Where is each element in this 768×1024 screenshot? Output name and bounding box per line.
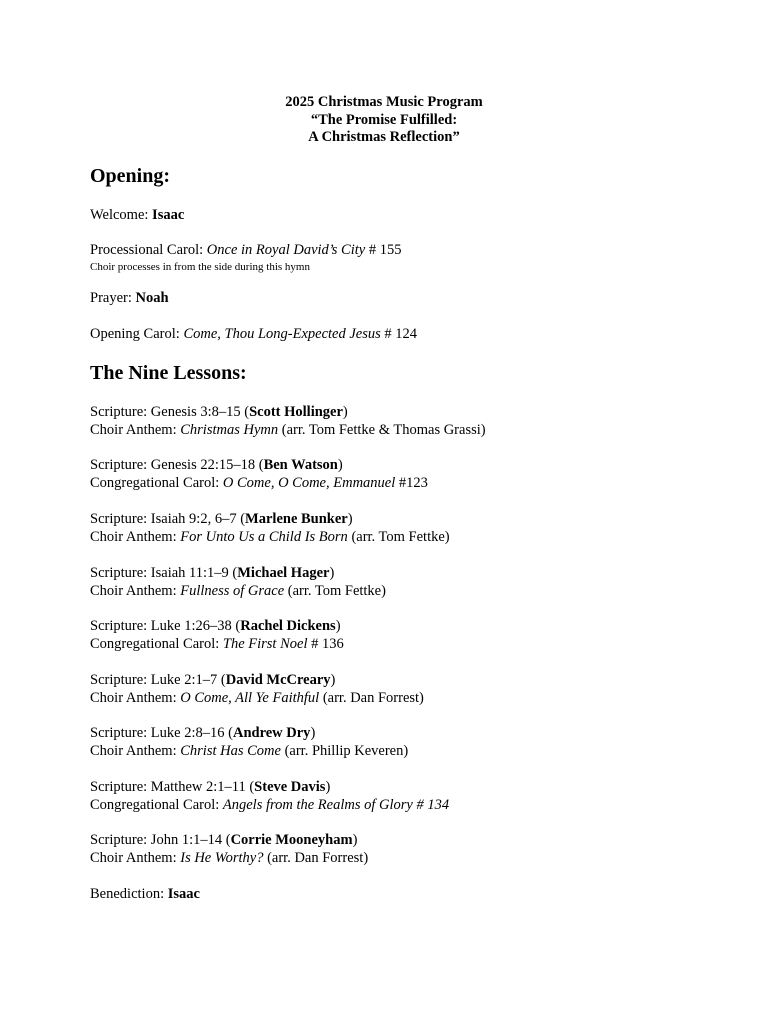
music-label: Choir Anthem: (90, 743, 181, 759)
music-label: Choir Anthem: (90, 529, 181, 545)
prayer-label: Prayer: (90, 290, 136, 306)
lesson-scripture-line (90, 403, 348, 421)
lesson-scripture-line (90, 456, 343, 474)
lessons-heading: The Nine Lessons: (90, 362, 247, 384)
scripture-close: ) (325, 779, 331, 795)
lesson-music-line (90, 635, 344, 653)
scripture-close: ) (330, 672, 336, 688)
reader-name: Marlene Bunker (245, 511, 348, 527)
music-label: Congregational Carol: (90, 636, 223, 652)
music-title: Fullness of Grace (180, 583, 285, 599)
scripture-reference: Scripture: Isaiah 9:2, 6–7 ( (90, 511, 246, 527)
processional-title: Once in Royal David’s City (206, 242, 366, 258)
scripture-reference: Scripture: Isaiah 11:1–9 ( (90, 565, 238, 581)
music-label: Choir Anthem: (90, 850, 181, 866)
scripture-reference: Scripture: John 1:1–14 ( (90, 832, 231, 848)
benediction-label: Benediction: (90, 886, 168, 902)
welcome-name: Isaac (152, 207, 185, 223)
music-suffix: (arr. Tom Fettke) (347, 529, 450, 545)
reader-name: David McCreary (225, 672, 331, 688)
processional-hymn-number: # 155 (365, 242, 402, 258)
scripture-close: ) (352, 832, 358, 848)
music-label: Choir Anthem: (90, 422, 181, 438)
lesson-scripture-line (90, 724, 315, 742)
lesson-music-line (90, 421, 486, 439)
music-title: Christmas Hymn (180, 422, 279, 438)
scripture-close: ) (337, 457, 343, 473)
opening-carol-label: Opening Carol: (90, 326, 184, 342)
welcome-line (90, 206, 184, 224)
reader-name: Steve Davis (254, 779, 326, 795)
music-suffix: (arr. Dan Forrest) (319, 690, 424, 706)
scripture-reference: Scripture: Luke 2:1–7 ( (90, 672, 226, 688)
music-label: Congregational Carol: (90, 475, 223, 491)
music-title: For Unto Us a Child Is Born (180, 529, 348, 545)
reader-name: Rachel Dickens (240, 618, 336, 634)
reader-name: Corrie Mooneyham (230, 832, 353, 848)
reader-name: Michael Hager (237, 565, 330, 581)
opening-carol-hymn-number: # 124 (380, 326, 418, 342)
lesson-scripture-line (90, 671, 335, 689)
lesson-scripture-line (90, 564, 334, 582)
lesson-music-line (90, 582, 386, 600)
music-title: Is He Worthy? (180, 850, 264, 866)
music-title: O Come, O Come, Emmanuel (222, 475, 396, 491)
music-title: Angels from the Realms of Glory # 134 (222, 797, 450, 813)
lesson-scripture-line (90, 617, 341, 635)
scripture-reference: Scripture: Genesis 3:8–15 ( (90, 404, 250, 420)
music-title: Christ Has Come (180, 743, 281, 759)
music-label: Choir Anthem: (90, 690, 181, 706)
lesson-scripture-line (90, 778, 330, 796)
music-suffix: (arr. Dan Forrest) (263, 850, 369, 866)
program-title: 2025 Christmas Music Program (285, 94, 483, 110)
opening-carol-title: Come, Thou Long-Expected Jesus (183, 326, 381, 342)
scripture-reference: Scripture: Luke 1:26–38 ( (90, 618, 241, 634)
music-label: Congregational Carol: (90, 797, 223, 813)
lesson-scripture-line (90, 510, 353, 528)
music-title: O Come, All Ye Faithful (180, 690, 320, 706)
welcome-label: Welcome: (90, 207, 153, 223)
music-suffix: (arr. Tom Fettke) (284, 583, 386, 599)
program-theme-line-2: A Christmas Reflection” (308, 129, 460, 145)
music-suffix: (arr. Phillip Keveren) (280, 743, 409, 759)
scripture-close: ) (329, 565, 335, 581)
reader-name: Ben Watson (263, 457, 338, 473)
music-title: The First Noel (222, 636, 308, 652)
scripture-close: ) (335, 618, 341, 634)
lesson-music-line (90, 528, 450, 546)
processional-label: Processional Carol: (90, 242, 207, 258)
music-suffix: (arr. Tom Fettke & Thomas Grassi) (278, 422, 486, 438)
scripture-close: ) (342, 404, 348, 420)
opening-carol-line (90, 325, 417, 343)
scripture-close: ) (347, 511, 353, 527)
lesson-music-line (90, 689, 424, 707)
lesson-scripture-line (90, 831, 357, 849)
benediction-name: Isaac (167, 886, 200, 902)
scripture-close: ) (310, 725, 316, 741)
scripture-reference: Scripture: Matthew 2:1–11 ( (90, 779, 255, 795)
lesson-music-line (90, 796, 449, 814)
opening-heading: Opening: (90, 165, 171, 187)
scripture-reference: Scripture: Genesis 22:15–18 ( (90, 457, 264, 473)
lesson-music-line (90, 742, 408, 760)
music-label: Choir Anthem: (90, 583, 181, 599)
program-theme-line-1: “The Promise Fulfilled: (310, 111, 458, 128)
music-suffix: #123 (395, 475, 428, 491)
prayer-name: Noah (135, 290, 169, 306)
lesson-music-line (90, 474, 428, 492)
lesson-music-line (90, 849, 368, 867)
reader-name: Andrew Dry (232, 725, 311, 741)
reader-name: Scott Hollinger (249, 404, 343, 420)
scripture-reference: Scripture: Luke 2:8–16 ( (90, 725, 233, 741)
processional-line (90, 241, 401, 259)
benediction-line (90, 885, 200, 903)
music-suffix: # 136 (307, 636, 344, 652)
processional-note: Choir processes in from the side during this hymn (90, 261, 310, 273)
program-header (0, 94, 768, 147)
prayer-line (90, 289, 169, 307)
